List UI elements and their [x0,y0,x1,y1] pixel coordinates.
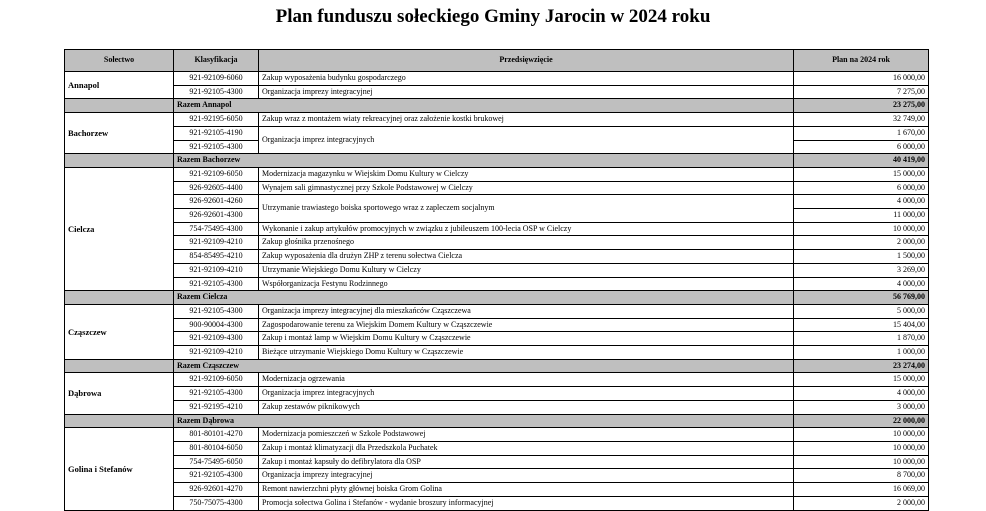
classification-cell: 750-75075-4300 [174,496,259,510]
classification-cell: 921-92109-4300 [174,332,259,346]
header-klasyfikacja: Klasyfikacja [174,50,259,72]
amount-cell: 6 000,00 [794,140,929,154]
solectwo-name: Cząszczew [65,304,174,359]
subtotal-row [65,154,929,168]
table-row [65,387,929,401]
header-row [65,50,929,72]
subtotal-row [65,414,929,428]
amount-cell: 4 000,00 [794,387,929,401]
solectwo-name: Cielcza [65,167,174,290]
table-row [65,332,929,346]
description-cell: Zakup i montaż lamp w Wiejskim Domu Kultury w Cząszczewie [259,332,794,346]
table-row [65,318,929,332]
amount-cell: 10 000,00 [794,455,929,469]
classification-cell: 921-92109-6050 [174,167,259,181]
page-title: Plan funduszu sołeckiego Gminy Jarocin w 2024 roku [275,6,711,27]
classification-cell: 801-80101-4270 [174,428,259,442]
classification-cell: 754-75495-4300 [174,222,259,236]
classification-cell: 801-80104-6050 [174,441,259,455]
subtotal-label: Razem Annapol [174,99,794,113]
classification-cell: 926-92601-4260 [174,195,259,209]
subtotal-label: Razem Dąbrowa [174,414,794,428]
table-row [65,373,929,387]
table-row [65,304,929,318]
table-row [65,346,929,360]
description-cell: Organizacja imprezy integracyjnej dla mieszkańców Cząszczewa [259,304,794,318]
subtotal-row [65,291,929,305]
subtotal-amount: 56 769,00 [794,291,929,305]
classification-cell: 921-92105-4300 [174,304,259,318]
description-cell: Utrzymanie trawiastego boiska sportowego wraz z zapleczem socjalnym [259,195,794,222]
description-cell: Organizacja imprezy integracyjnej [259,469,794,483]
table-row [65,222,929,236]
description-cell: Modernizacja magazynku w Wiejskim Domu Kultury w Cielczy [259,167,794,181]
table-row [65,483,929,497]
classification-cell: 921-92105-4190 [174,126,259,140]
description-cell: Promocja sołectwa Golina i Stefanów - wydanie broszury informacyjnej [259,496,794,510]
subtotal-spacer [65,359,174,373]
header-solectwo: Sołectwo [65,50,174,72]
description-cell: Współorganizacja Festynu Rodzinnego [259,277,794,291]
classification-cell: 921-92109-4210 [174,346,259,360]
subtotal-row [65,99,929,113]
description-cell: Zakup wyposażenia dla drużyn ZHP z terenu sołectwa Cielcza [259,250,794,264]
table-row [65,441,929,455]
classification-cell: 921-92109-4210 [174,236,259,250]
subtotal-spacer [65,154,174,168]
amount-cell: 1 000,00 [794,346,929,360]
description-cell: Organizacja imprez integracyjnych [259,126,794,153]
amount-cell: 5 000,00 [794,304,929,318]
description-cell: Modernizacja pomieszczeń w Szkole Podstawowej [259,428,794,442]
table-row [65,72,929,86]
subtotal-spacer [65,99,174,113]
amount-cell: 3 269,00 [794,263,929,277]
amount-cell: 1 670,00 [794,126,929,140]
description-cell: Wynajem sali gimnastycznej przy Szkole Podstawowej w Cielczy [259,181,794,195]
table-row [65,85,929,99]
solectwo-name: Bachorzew [65,113,174,154]
amount-cell: 10 000,00 [794,441,929,455]
description-cell: Zakup wraz z montażem wiaty rekreacyjnej oraz założenie kostki brukowej [259,113,794,127]
header-plan: Plan na 2024 rok [794,50,929,72]
amount-cell: 7 275,00 [794,85,929,99]
amount-cell: 16 069,00 [794,483,929,497]
table-row [65,455,929,469]
amount-cell: 15 404,00 [794,318,929,332]
classification-cell: 921-92195-6050 [174,113,259,127]
header-przedsiewziecie: Przedsięwzięcie [259,50,794,72]
subtotal-amount: 22 000,00 [794,414,929,428]
table-row [65,428,929,442]
amount-cell: 10 000,00 [794,428,929,442]
description-cell: Zakup zestawów piknikowych [259,400,794,414]
description-cell: Modernizacja ogrzewania [259,373,794,387]
solectwo-name: Dąbrowa [65,373,174,414]
amount-cell: 2 000,00 [794,236,929,250]
description-cell: Zakup i montaż kapsuły do defibrylatora dla OSP [259,455,794,469]
amount-cell: 4 000,00 [794,277,929,291]
classification-cell: 921-92105-4300 [174,387,259,401]
amount-cell: 3 000,00 [794,400,929,414]
subtotal-label: Razem Cielcza [174,291,794,305]
description-cell: Zagospodarowanie terenu za Wiejskim Domem Kultury w Cząszczewie [259,318,794,332]
classification-cell: 754-75495-6050 [174,455,259,469]
amount-cell: 11 000,00 [794,209,929,223]
table-row [65,167,929,181]
classification-cell: 854-85495-4210 [174,250,259,264]
subtotal-spacer [65,414,174,428]
table-row [65,277,929,291]
amount-cell: 1 870,00 [794,332,929,346]
classification-cell: 921-92105-4300 [174,85,259,99]
description-cell: Zakup i montaż klimatyzacji dla Przedszkola Puchatek [259,441,794,455]
classification-cell: 921-92105-4300 [174,277,259,291]
classification-cell: 921-92105-4300 [174,140,259,154]
table-row [65,236,929,250]
classification-cell: 921-92109-4210 [174,263,259,277]
subtotal-amount: 40 419,00 [794,154,929,168]
classification-cell: 921-92109-6060 [174,72,259,86]
table-body [65,72,929,511]
table-row [65,195,929,209]
table-row [65,469,929,483]
description-cell: Bieżące utrzymanie Wiejskiego Domu Kultury w Cząszczewie [259,346,794,360]
amount-cell: 4 000,00 [794,195,929,209]
table-row [65,181,929,195]
table-row [65,113,929,127]
classification-cell: 921-92195-4210 [174,400,259,414]
classification-cell: 921-92105-4300 [174,469,259,483]
description-cell: Zakup wyposażenia budynku gospodarczego [259,72,794,86]
amount-cell: 32 749,00 [794,113,929,127]
amount-cell: 10 000,00 [794,222,929,236]
table-row [65,263,929,277]
table-row [65,126,929,140]
description-cell: Zakup głośnika przenośnego [259,236,794,250]
amount-cell: 16 000,00 [794,72,929,86]
classification-cell: 900-90004-4300 [174,318,259,332]
subtotal-row [65,359,929,373]
subtotal-spacer [65,291,174,305]
classification-cell: 921-92109-6050 [174,373,259,387]
amount-cell: 6 000,00 [794,181,929,195]
table-row [65,250,929,264]
classification-cell: 926-92601-4270 [174,483,259,497]
description-cell: Remont nawierzchni płyty głównej boiska Grom Golina [259,483,794,497]
amount-cell: 2 000,00 [794,496,929,510]
subtotal-amount: 23 275,00 [794,99,929,113]
subtotal-label: Razem Cząszczew [174,359,794,373]
classification-cell: 926-92605-4400 [174,181,259,195]
subtotal-amount: 23 274,00 [794,359,929,373]
classification-cell: 926-92601-4300 [174,209,259,223]
amount-cell: 1 500,00 [794,250,929,264]
solectwo-name: Annapol [65,72,174,99]
table-row [65,400,929,414]
description-cell: Organizacja imprezy integracyjnej [259,85,794,99]
amount-cell: 15 000,00 [794,373,929,387]
amount-cell: 15 000,00 [794,167,929,181]
amount-cell: 8 700,00 [794,469,929,483]
description-cell: Utrzymanie Wiejskiego Domu Kultury w Cielczy [259,263,794,277]
solectwo-name: Golina i Stefanów [65,428,174,510]
fund-table [64,49,929,511]
subtotal-label: Razem Bachorzew [174,154,794,168]
description-cell: Wykonanie i zakup artykułów promocyjnych w związku z jubileuszem 100-lecia OSP w Cielczy [259,222,794,236]
description-cell: Organizacja imprez integracyjnych [259,387,794,401]
